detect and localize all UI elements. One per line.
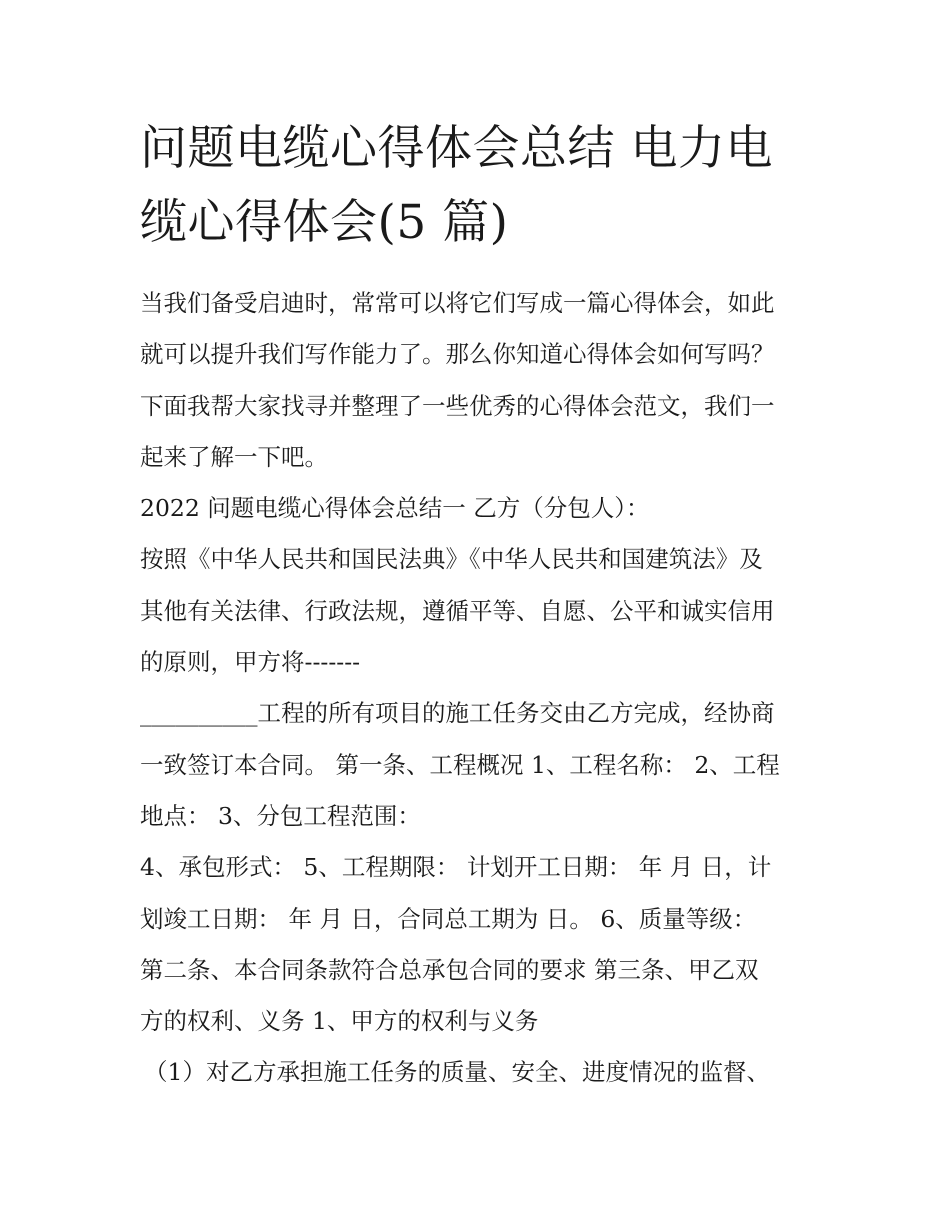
- body-line: 按照《中华人民共和国民法典》《中华人民共和国建筑法》及: [140, 545, 763, 574]
- body-line: 一致签订本合同。 第一条、工程概况 1、工程名称： 2、工程: [140, 750, 780, 779]
- body-line: 第二条、本合同条款符合总承包合同的要求 第三条、甲乙双: [140, 955, 759, 984]
- body-line: 其他有关法律、行政法规，遵循平等、自愿、公平和诚实信用: [140, 596, 775, 625]
- body-line: （1）对乙方承担施工任务的质量、安全、进度情况的监督、: [144, 1058, 770, 1087]
- title-line-1: 问题电缆心得体会总结 电力电: [140, 121, 773, 176]
- document-body: [140, 278, 820, 1099]
- title-line-2: 缆心得体会(5 篇): [140, 195, 509, 250]
- body-line: 就可以提升我们写作能力了。那么你知道心得体会如何写吗？: [140, 340, 775, 369]
- body-line: 地点： 3、分包工程范围：: [140, 801, 421, 830]
- body-line: 当我们备受启迪时，常常可以将它们写成一篇心得体会，如此: [140, 289, 775, 317]
- document-title: [140, 112, 820, 260]
- body-line: 下面我帮大家找寻并整理了一些优秀的心得体会范文，我们一: [140, 391, 775, 420]
- section-heading: 2022 问题电缆心得体会总结一 乙方（分包人）：: [140, 494, 650, 523]
- body-line: 方的权利、义务 1、甲方的权利与义务: [140, 1007, 539, 1036]
- body-line: 划竣工日期： 年 月 日，合同总工期为 日。 6、质量等级：: [140, 904, 757, 933]
- body-line: 4、承包形式： 5、工程期限： 计划开工日期： 年 月 日，计: [140, 853, 772, 882]
- body-line: 的原则，甲方将-------: [140, 648, 361, 677]
- document-page: [140, 112, 820, 1099]
- body-line: __________工程的所有项目的施工任务交由乙方完成，经协商: [140, 699, 775, 728]
- body-line: 起来了解一下吧。: [140, 442, 328, 471]
